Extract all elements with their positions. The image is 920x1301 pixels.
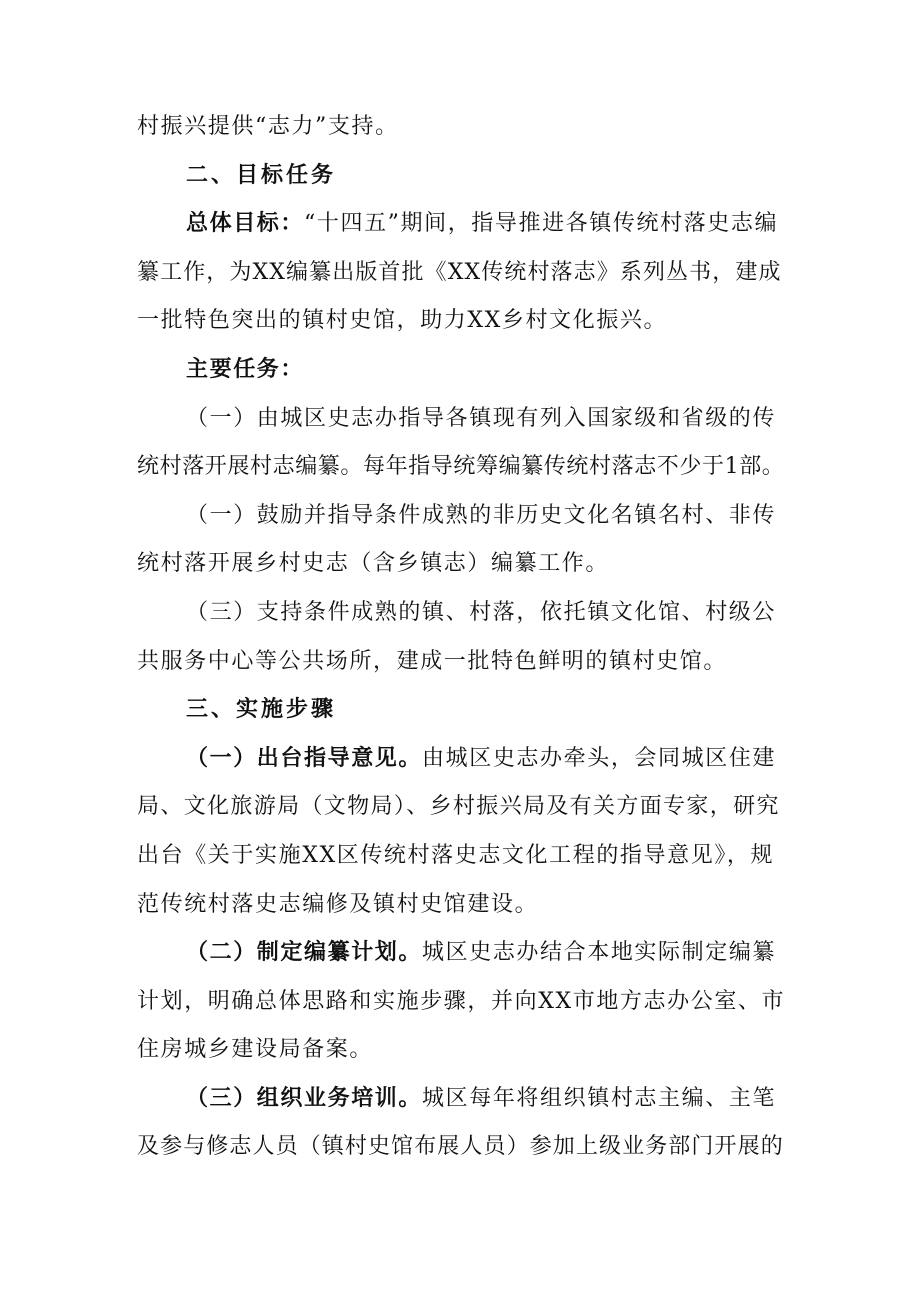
paragraph-line: 及参与修志人员（镇村史馆布展人员）参加上级业务部门开展的 [137, 1134, 784, 1160]
paragraph-line: 一批特色突出的镇村史馆，助力XX乡村文化振兴。 [137, 308, 668, 334]
paragraph-line: 纂工作，为XX编纂出版首批《XX传统村落志》系列丛书，建成 [137, 259, 782, 285]
paragraph-line: 范传统村落史志编修及镇村史馆建设。 [137, 891, 539, 917]
paragraph-line: （一）鼓励并指导条件成熟的非历史文化名镇名村、非传 [186, 502, 777, 528]
paragraph-line [137, 346, 784, 395]
paragraph-text: 由城区史志办牵头，会同城区住建 [422, 745, 777, 771]
bold-lead: 总体目标： [186, 211, 305, 237]
paragraph-line: 共服务中心等公共场所，建成一批特色鲜明的镇村史馆。 [137, 648, 728, 674]
paragraph-line [137, 1075, 784, 1124]
paragraph-line [137, 735, 784, 784]
bold-lead: 主要任务： [186, 356, 305, 382]
paragraph-text: “十四五”期间，指导推进各镇传统村落史志编 [304, 211, 779, 237]
paragraph-line [137, 200, 784, 249]
paragraph-line: 计划，明确总体思路和实施步骤，并向XX市地方志办公室、市 [137, 988, 786, 1014]
section-heading-2: 二、目标任务 [186, 162, 337, 188]
paragraph-line: 局、文化旅游局（文物局）、乡村振兴局及有关方面专家，研究 [137, 794, 780, 820]
paragraph-line: 出台《关于实施XX区传统村落史志文化工程的指导意见》，规 [137, 842, 775, 868]
paragraph-line: 住房城乡建设局备案。 [137, 1037, 374, 1063]
paragraph-line: 统村落开展村志编纂。每年指导统筹编纂传统村落志不少于1部。 [137, 454, 785, 480]
paragraph-line: 村振兴提供“志力”支持。 [137, 114, 399, 139]
bold-lead: （一）出台指导意见。 [186, 745, 423, 771]
paragraph-text: 城区史志办结合本地实际制定编纂 [422, 940, 777, 966]
section-heading-3: 三、实施步骤 [186, 697, 337, 723]
paragraph-line: 统村落开展乡村史志（含乡镇志）编纂工作。 [137, 551, 610, 577]
bold-lead: （三）组织业务培训。 [186, 1085, 423, 1111]
paragraph-line: （三）支持条件成熟的镇、村落，依托镇文化馆、村级公 [186, 599, 777, 625]
bold-lead: （二）制定编纂计划。 [186, 940, 423, 966]
paragraph-line [137, 929, 784, 978]
paragraph-line: （一）由城区史志办指导各镇现有列入国家级和省级的传 [186, 405, 777, 431]
paragraph-text: 城区每年将组织镇村志主编、主笔 [422, 1085, 777, 1111]
